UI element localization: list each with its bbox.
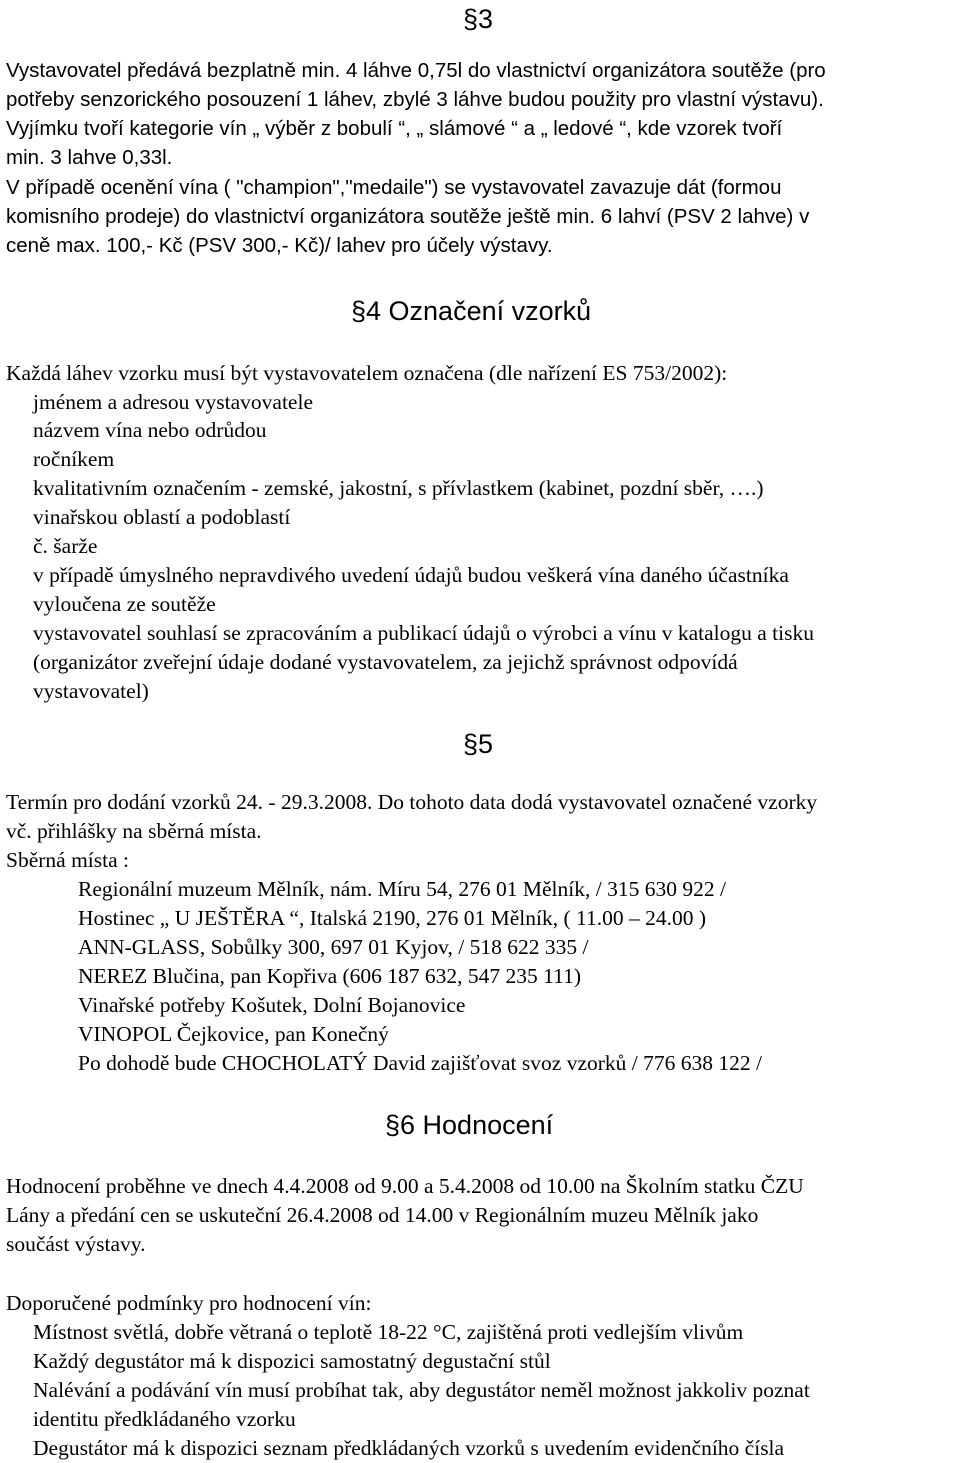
collection-point-4: NEREZ Blučina, pan Kopřiva (606 187 632, 547 235 111): [78, 964, 581, 988]
section-3-line-1: Vystavovatel předává bezplatně min. 4 láhve 0,75l do vlastnictví organizátora soutěže (pro: [6, 59, 826, 82]
section-4-intro: Každá láhev vzorku musí být vystavovatelem označena (dle nařízení ES 753/2002):: [6, 361, 728, 385]
marking-item-11: vystavovatel): [33, 679, 149, 703]
collection-point-3: ANN-GLASS, Sobůlky 300, 697 01 Kyjov, / 518 622 335 /: [78, 935, 589, 959]
collection-point-1: Regionální muzeum Mělník, nám. Míru 54, 276 01 Mělník, / 315 630 922 /: [78, 877, 726, 901]
conditions-title: Doporučené podmínky pro hodnocení vín:: [6, 1291, 372, 1315]
marking-item-2: názvem vína nebo odrůdou: [33, 418, 267, 442]
marking-item-7: v případě úmyslného nepravdivého uvedení údajů budou veškerá vína daného účastníka: [33, 563, 789, 587]
condition-5: Degustátor má k dispozici seznam předkládaných vzorků s uvedením evidenčního čísla: [33, 1436, 785, 1460]
section-5-heading: §5: [463, 729, 494, 759]
collection-point-7: Po dohodě bude CHOCHOLATÝ David zajišťovat svoz vzorků / 776 638 122 /: [78, 1051, 762, 1075]
condition-2: Každý degustátor má k dispozici samostatný degustační stůl: [33, 1349, 551, 1373]
marking-item-10: (organizátor zveřejní údaje dodané vystavovatelem, za jejichž správnost odpovídá: [33, 650, 738, 674]
section-5-line-2: vč. přihlášky na sběrná místa.: [6, 819, 262, 843]
section-5-line-1: Termín pro dodání vzorků 24. - 29.3.2008. Do tohoto data dodá vystavovatel označené vzorky: [6, 790, 818, 814]
marking-item-6: č. šarže: [33, 534, 98, 558]
section-3-line-2: potřeby senzorického posouzení 1 láhev, zbylé 3 láhve budou použity pro vlastní výstavu).: [6, 88, 824, 111]
section-6-heading: §6 Hodnocení: [385, 1110, 554, 1140]
collection-point-5: Vinařské potřeby Košutek, Dolní Bojanovice: [78, 993, 466, 1017]
section-3-line-7: ceně max. 100,- Kč (PSV 300,- Kč)/ lahev pro účely výstavy.: [6, 234, 553, 257]
marking-item-9: vystavovatel souhlasí se zpracováním a publikací údajů o výrobci a vínu v katalogu a tisku: [33, 621, 814, 645]
marking-item-3: ročníkem: [33, 447, 115, 471]
condition-4: identitu předkládaného vzorku: [33, 1407, 296, 1431]
collection-point-2: Hostinec „ U JEŠTĚRA “, Italská 2190, 276 01 Mělník, ( 11.00 – 24.00 ): [78, 906, 707, 930]
section-6-line-2: Lány a předání cen se uskuteční 26.4.2008 od 14.00 v Regionálním muzeu Mělník jako: [6, 1203, 759, 1227]
section-6-line-3: součást výstavy.: [6, 1232, 146, 1256]
section-3-line-5: V případě ocenění vína ( "champion","medaile") se vystavovatel zavazuje dát (formou: [6, 176, 782, 199]
collection-points-title: Sběrná místa :: [6, 848, 130, 872]
section-3-line-6: komisního prodeje) do vlastnictví organizátora soutěže ještě min. 6 lahví (PSV 2 lahve) v: [6, 205, 810, 228]
section-3-heading: §3: [463, 4, 494, 34]
marking-item-1: jménem a adresou vystavovatele: [33, 390, 313, 414]
condition-1: Místnost světlá, dobře větraná o teplotě 18-22 °C, zajištěná proti vedlejším vlivům: [33, 1320, 744, 1344]
section-3-line-3: Vyjímku tvoří kategorie vín „ výběr z bobulí “, „ slámové “ a „ ledové “, kde vzorek tvoří: [6, 117, 783, 140]
marking-item-4: kvalitativním označením - zemské, jakostní, s přívlastkem (kabinet, pozdní sběr, ….): [33, 476, 764, 500]
section-4-heading: §4 Označení vzorků: [351, 296, 592, 326]
marking-item-5: vinařskou oblastí a podoblastí: [33, 505, 291, 529]
section-6-line-1: Hodnocení proběhne ve dnech 4.4.2008 od 9.00 a 5.4.2008 od 10.00 na Školním statku ČZU: [6, 1174, 804, 1198]
section-3-line-4: min. 3 lahve 0,33l.: [6, 146, 173, 169]
marking-item-8: vyloučena ze soutěže: [33, 592, 216, 616]
collection-point-6: VINOPOL Čejkovice, pan Konečný: [78, 1022, 389, 1046]
condition-3: Nalévání a podávání vín musí probíhat tak, aby degustátor neměl možnost jakkoliv poznat: [33, 1378, 810, 1402]
